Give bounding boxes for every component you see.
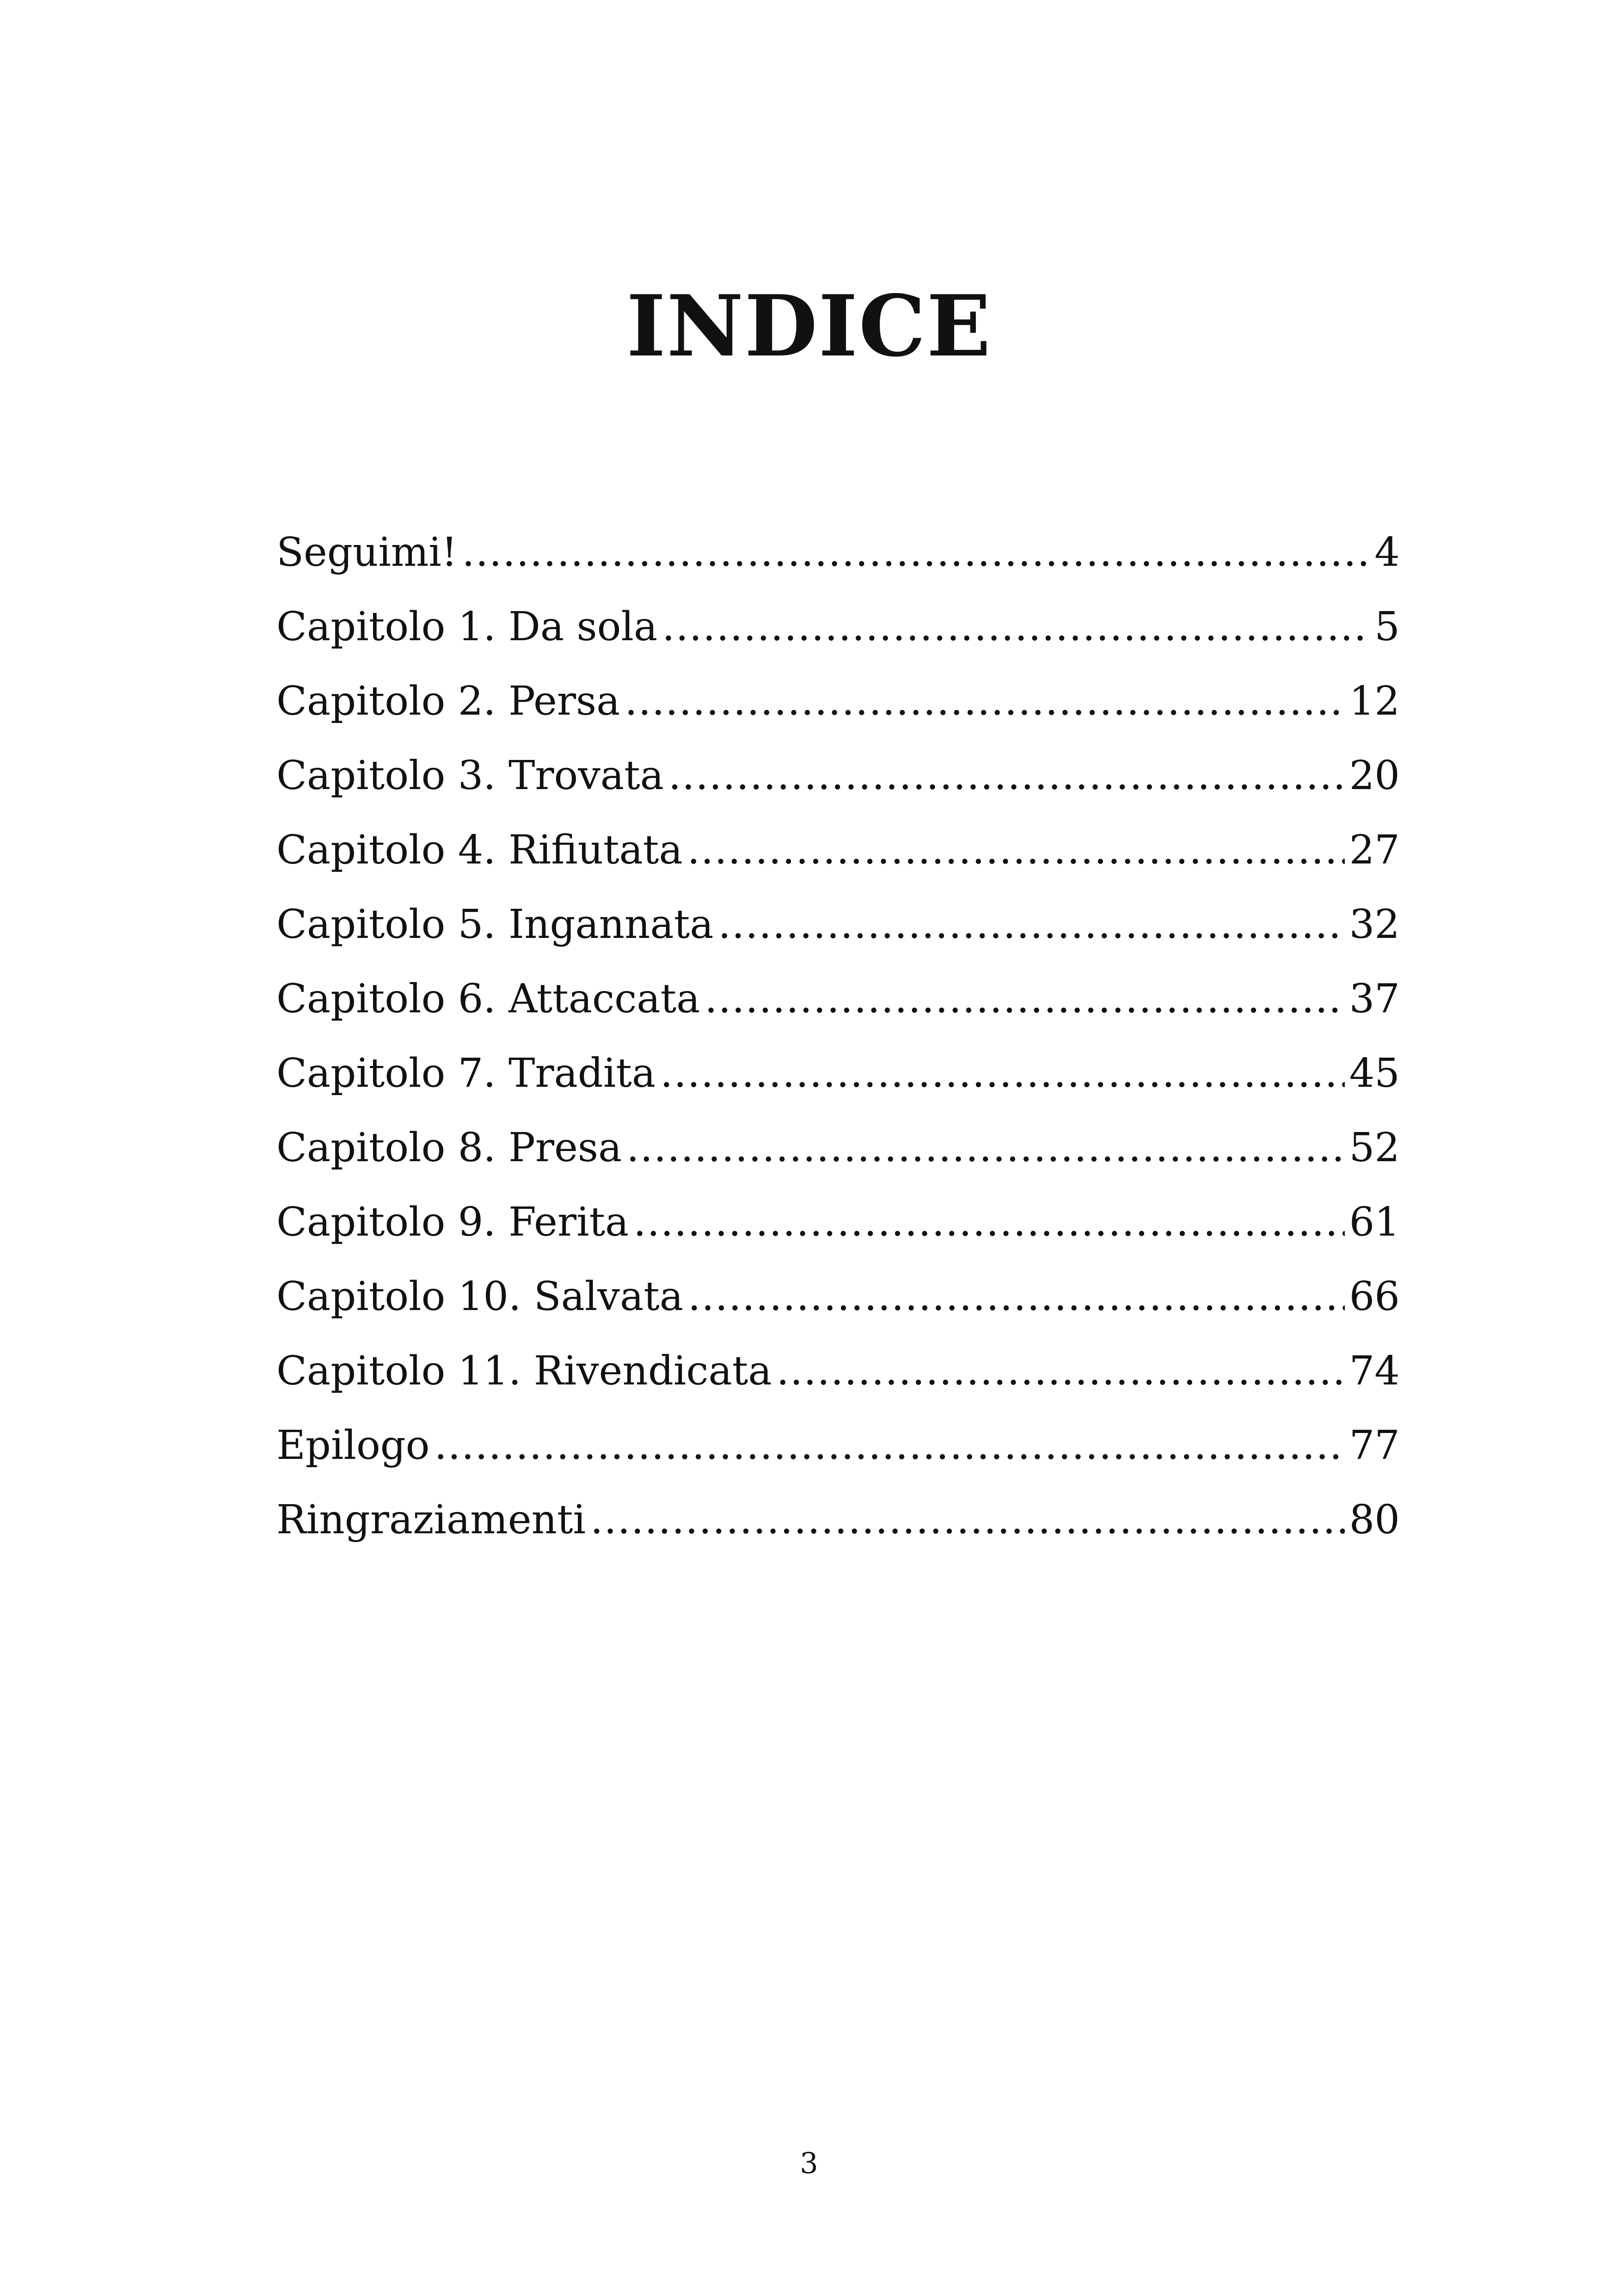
- toc-entry-page: 45: [1349, 1050, 1400, 1096]
- toc-leader-dots: [668, 739, 1345, 813]
- toc-entry-chapter-1[interactable]: [276, 590, 1400, 664]
- toc-entry-page: 66: [1349, 1274, 1400, 1320]
- toc-entry-label: Capitolo 2. Persa: [276, 678, 620, 724]
- toc-entry-label: Capitolo 3. Trovata: [276, 753, 664, 799]
- toc-entry-chapter-11[interactable]: [276, 1334, 1400, 1408]
- toc-entry-chapter-7[interactable]: [276, 1036, 1400, 1111]
- toc-entry-label: Capitolo 8. Presa: [276, 1125, 622, 1171]
- toc-entry-label: Capitolo 1. Da sola: [276, 604, 658, 650]
- toc-entry-chapter-2[interactable]: [276, 664, 1400, 739]
- toc-entry-page: 4: [1374, 529, 1400, 576]
- toc-leader-dots: [462, 515, 1370, 590]
- toc-entry-label: Capitolo 10. Salvata: [276, 1274, 684, 1320]
- toc-leader-dots: [688, 1260, 1344, 1334]
- toc-entry-page: 37: [1349, 976, 1400, 1022]
- toc-entry-page: 74: [1349, 1348, 1400, 1394]
- toc-entry-page: 61: [1349, 1199, 1400, 1245]
- toc-leader-dots: [705, 962, 1344, 1036]
- toc-leader-dots: [687, 813, 1345, 888]
- toc-entry-label: Capitolo 4. Rifiutata: [276, 827, 683, 873]
- toc-entry-page: 32: [1349, 901, 1400, 948]
- toc-entry-ringraziamenti[interactable]: [276, 1483, 1400, 1557]
- toc-entry-seguimi[interactable]: [276, 515, 1400, 590]
- table-of-contents: [276, 515, 1400, 1557]
- toc-entry-page: 12: [1349, 678, 1400, 724]
- toc-leader-dots: [660, 1036, 1344, 1111]
- toc-entry-page: 52: [1349, 1125, 1400, 1171]
- toc-entry-label: Capitolo 7. Tradita: [276, 1050, 656, 1096]
- toc-entry-chapter-10[interactable]: [276, 1260, 1400, 1334]
- toc-entry-chapter-4[interactable]: [276, 813, 1400, 888]
- toc-entry-label: Capitolo 9. Ferita: [276, 1199, 629, 1245]
- toc-leader-dots: [662, 590, 1370, 664]
- toc-entry-label: Ringraziamenti: [276, 1497, 586, 1543]
- toc-entry-page: 27: [1349, 827, 1400, 873]
- toc-entry-chapter-3[interactable]: [276, 739, 1400, 813]
- toc-entry-page: 5: [1374, 604, 1400, 650]
- toc-leader-dots: [434, 1408, 1344, 1483]
- toc-leader-dots: [633, 1185, 1344, 1260]
- page-title: INDICE: [626, 276, 992, 375]
- toc-entry-page: 77: [1349, 1422, 1400, 1469]
- toc-entry-label: Capitolo 6. Attaccata: [276, 976, 700, 1022]
- toc-leader-dots: [718, 888, 1345, 962]
- toc-leader-dots: [625, 664, 1344, 739]
- toc-leader-dots: [626, 1111, 1344, 1185]
- toc-entry-label: Seguimi!: [276, 529, 458, 576]
- toc-entry-epilogo[interactable]: [276, 1408, 1400, 1483]
- toc-entry-label: Epilogo: [276, 1422, 430, 1469]
- toc-entry-page: 80: [1349, 1497, 1400, 1543]
- toc-entry-chapter-8[interactable]: [276, 1111, 1400, 1185]
- toc-entry-label: Capitolo 11. Rivendicata: [276, 1348, 772, 1394]
- toc-leader-dots: [777, 1334, 1345, 1408]
- page-number: 3: [800, 2146, 818, 2180]
- toc-entry-page: 20: [1349, 753, 1400, 799]
- toc-entry-label: Capitolo 5. Ingannata: [276, 901, 714, 948]
- toc-leader-dots: [590, 1483, 1345, 1557]
- toc-entry-chapter-6[interactable]: [276, 962, 1400, 1036]
- toc-entry-chapter-5[interactable]: [276, 888, 1400, 962]
- toc-entry-chapter-9[interactable]: [276, 1185, 1400, 1260]
